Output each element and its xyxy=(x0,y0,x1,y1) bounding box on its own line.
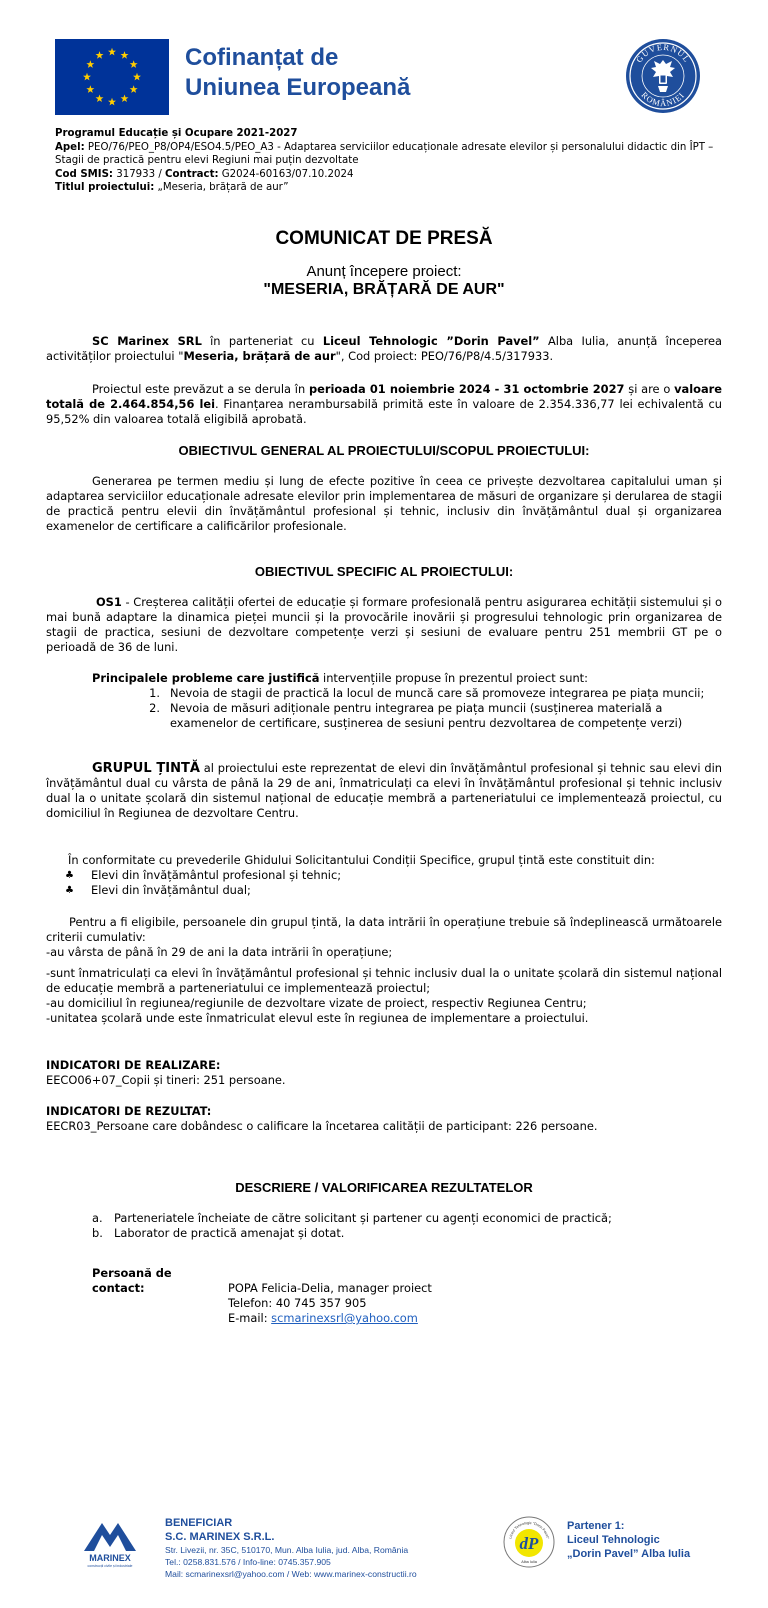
list-item: 2. Nevoia de măsuri adiționale pentru integrarea pe piața muncii (susținerea materială a examenelor de certificare, susținerea de sesiuni pentru dezvoltarea de competențe verzi) xyxy=(149,701,683,730)
intro-paragraph-2: Proiectul este prevăzut a se derula în perioada 01 noiembrie 2024 - 31 octombrie 2027 și are o valoare totală de 2.464.854,56 lei. Finanțarea nerambursabilă primită este în valoare de 2.354.336,77 lei echivalentă cu 95,52% din valoarea totală eligibilă aprobată. xyxy=(46,382,722,426)
contact-email-link[interactable]: scmarinexsrl@yahoo.com xyxy=(271,1311,418,1325)
list-item: 1. Nevoia de stagii de practică la locul de muncă care să promoveze integrarea pe piața muncii; xyxy=(149,686,705,700)
target-group-paragraph: GRUPUL ȚINTĂ al proiectului este reprezentat de elevi din învățământul profesional și tehnic sau elevi din învățământul dual cu vârsta de până la 29 de ani, înmatriculați ca elevi în învățământul profesional și tehnic inclusiv dual la o unitate școlară din sistemul național de educație membră a parteneriatului ce implementează proiectul, cu domiciliul în Regiunea de dezvoltare Centru. xyxy=(46,761,722,820)
list-item: a. Parteneriatele încheiate de către solicitant și partener cu agenți economici de practică; xyxy=(92,1211,612,1225)
contract-value: G2024-60163/07.10.2024 xyxy=(218,168,354,180)
beneficiary-address: Str. Livezii, nr. 35C, 510170, Mun. Alba Iulia, jud. Alba, România xyxy=(165,1545,409,1555)
partner-name-2: „Dorin Pavel” Alba Iulia xyxy=(567,1548,691,1560)
beneficiary-label: BENEFICIAR xyxy=(165,1517,233,1529)
club-bullet-icon: ♣ xyxy=(65,885,74,896)
criterion-3: -au domiciliul în regiunea/regiunile de dezvoltare vizate de proiect, respectiv Regiunea Centru; xyxy=(46,996,587,1010)
seal-bottom-text: ROMÂNIEI xyxy=(639,89,687,109)
eu-star-icon xyxy=(130,85,138,93)
svg-text:dP: dP xyxy=(519,1534,539,1553)
eu-star-icon xyxy=(83,73,91,81)
eu-star-icon xyxy=(86,85,94,93)
beneficiary-company: S.C. MARINEX S.R.L. xyxy=(165,1531,275,1543)
apel-label: Apel: xyxy=(55,141,85,153)
problems-list xyxy=(92,686,722,731)
contact-label: Persoană de contact: xyxy=(92,1266,172,1295)
press-subheading: Anunț începere proiect: xyxy=(306,263,462,280)
partner-logo-top-text: Liceul Tehnologic "Dorin Pavel" xyxy=(508,1520,550,1540)
list-item: ♣ Elevi din învățământul profesional și tehnic; xyxy=(65,868,342,882)
cofinantat-title xyxy=(185,43,410,103)
realization-indicators-heading: INDICATORI DE REALIZARE: xyxy=(46,1058,221,1072)
results-list xyxy=(92,1211,722,1241)
contact-name: POPA Felicia-Delia, manager proiect xyxy=(228,1281,432,1295)
apel-text: PEO/76/PEO_P8/OP4/ESO4.5/PEO_A3 - Adaptarea serviciilor educaționale adresate elevilor și personalului didactic din ÎPT – Stagii de practică pentru elevi Regiuni mai puțin dezvoltate xyxy=(55,141,714,166)
program-label: Programul Educație și Ocupare 2021-2027 xyxy=(55,128,298,139)
press-heading: COMUNICAT DE PRESĂ xyxy=(275,228,493,249)
partner-label: Partener 1: xyxy=(567,1520,625,1532)
beneficiary-block xyxy=(165,1516,417,1580)
contract-label: Contract: xyxy=(165,168,219,180)
target-group-label: GRUPUL ȚINTĂ xyxy=(92,761,200,776)
criterion-4: -unitatea școlară unde este înmatriculat elevul este în regiunea de implementare a proiectului. xyxy=(46,1011,589,1025)
general-objective-text: Generarea pe termen mediu și lung de efecte pozitive în ceea ce privește dezvoltarea capitalului uman și adaptarea serviciilor educaționale adresate elevilor prin implementarea de măsuri de organizare și derularea de stagii de practică pentru elevii din învățământul profesional și tehnic, inclusiv din învățământul dual și organizarea examenelor de certificare a calificărilor profesionale. xyxy=(46,474,722,533)
club-bullet-icon: ♣ xyxy=(65,870,74,881)
marinex-logo-text: MARINEX xyxy=(89,1553,131,1563)
partner-logo-bottom-text: Alba Iulia xyxy=(521,1560,537,1564)
program-info xyxy=(55,127,720,195)
eu-star-icon xyxy=(121,94,129,102)
eu-stars-icon xyxy=(55,39,169,115)
seal-top-text: GUVERNUL xyxy=(633,41,693,65)
project-name: "MESERIA, BRĂȚARĂ DE AUR" xyxy=(263,281,505,298)
cofinantat-line-1: Cofinanțat de xyxy=(185,44,339,71)
specific-objective-heading: OBIECTIVUL SPECIFIC AL PROIECTULUI: xyxy=(254,564,514,579)
eu-star-icon xyxy=(133,73,141,81)
criterion-1: -au vârsta de până în 29 de ani la data intrării în operațiune; xyxy=(46,945,393,959)
list-item: b. Laborator de practică amenajat și dotat. xyxy=(92,1226,345,1240)
eligibility-text: Pentru a fi eligibile, persoanele din grupul țintă, la data intrării în operațiune trebuie să îndeplinească următoarele criterii cumulativ: xyxy=(46,915,722,944)
marinex-logo xyxy=(80,1513,140,1569)
partner-name-1: Liceul Tehnologic xyxy=(567,1534,660,1546)
title-label: Titlul proiectului: xyxy=(55,182,155,193)
target-bullets xyxy=(65,868,341,898)
title-value: „Meseria, brățară de aur” xyxy=(154,182,289,193)
government-seal xyxy=(625,38,701,114)
general-objective-heading: OBIECTIVUL GENERAL AL PROIECTULUI/SCOPUL PROIECTULUI: xyxy=(178,443,590,458)
criterion-2: -sunt înmatriculați ca elevi în învățământul profesional și tehnic inclusiv dual la o unitate școlară din sistemul național de educație membră a parteneriatului ce implementează proiectul; xyxy=(46,966,722,995)
partner-block xyxy=(567,1519,690,1561)
eu-star-icon xyxy=(96,51,104,59)
intro-paragraph-1: SC Marinex SRL în parteneriat cu Liceul Tehnologic ”Dorin Pavel” Alba Iulia, anunță începerea activităților proiectului "Meseria, brățară de aur", Cod proiect: PEO/76/P8/4.5/317933. xyxy=(46,334,722,363)
smis-label: Cod SMIS: xyxy=(55,168,113,180)
result-indicators-heading: INDICATORI DE REZULTAT: xyxy=(46,1104,212,1118)
result-indicators-text: EECR03_Persoane care dobândesc o calificare la încetarea calității de participant: 226 persoane. xyxy=(46,1119,598,1133)
beneficiary-phones: Tel.: 0258.831.576 / Info-line: 0745.357.905 xyxy=(165,1557,331,1567)
eu-star-icon xyxy=(130,60,138,68)
smis-value: 317933 / xyxy=(113,168,166,180)
list-item: ♣ Elevi din învățământul dual; xyxy=(65,883,251,897)
eu-star-icon xyxy=(108,98,116,106)
beneficiary-mail-web: Mail: scmarinexsrl@yahoo.com / Web: www.marinex-constructii.ro xyxy=(165,1569,417,1579)
eu-star-icon xyxy=(108,48,116,56)
os1-label: OS1 xyxy=(96,595,122,609)
marinex-logo-sub: construcții civile și industriale xyxy=(87,1564,133,1568)
partner-logo xyxy=(503,1516,555,1568)
cofinantat-line-2: Uniunea Europeană xyxy=(185,74,411,101)
eu-star-icon xyxy=(86,60,94,68)
contact-block: Persoană de contact: POPA Felicia-Delia, manager proiect Telefon: 40 745 357 905 E-mail: scmarinexsrl@yahoo.com xyxy=(92,1266,432,1325)
eu-flag xyxy=(55,39,169,115)
eu-star-icon xyxy=(121,51,129,59)
realization-indicators-text: EECO06+07_Copii și tineri: 251 persoane. xyxy=(46,1073,286,1087)
contact-phone: Telefon: 40 745 357 905 xyxy=(228,1296,367,1310)
conformity-text: În conformitate cu prevederile Ghidului Solicitantului Condiții Specifice, grupul țintă este constituit din: xyxy=(68,853,655,867)
os1-paragraph: OS1 - Creșterea calității ofertei de educație și formare profesională pentru asigurarea echității sistemului și o mai bună adaptare la dinamica pieței muncii și la provocările inovării și progresului tehnologic prin organizarea de stagii de practica, sesiuni de dezvoltare competențe verzi și sesiuni de evaluare pentru 251 membrii GT pe o perioadă de 36 de luni. xyxy=(46,595,722,654)
problems-intro: Principalele probleme care justifică intervențiile propuse în prezentul proiect sunt: xyxy=(92,671,588,685)
eu-star-icon xyxy=(96,94,104,102)
results-heading: DESCRIERE / VALORIFICAREA REZULTATELOR xyxy=(235,1180,533,1195)
